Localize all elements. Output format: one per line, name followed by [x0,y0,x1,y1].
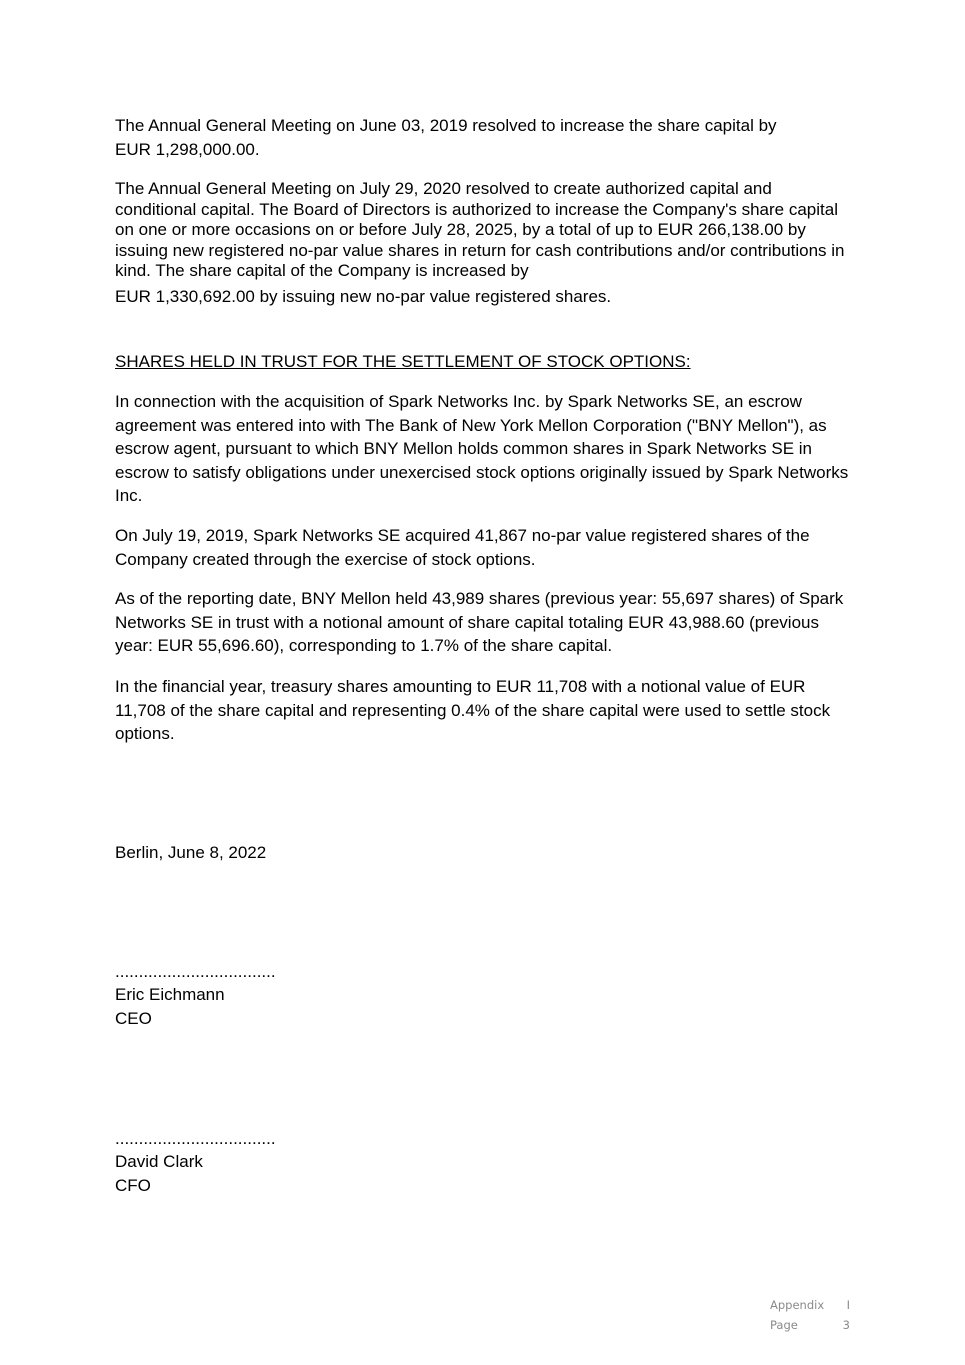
place-date: Berlin, June 8, 2022 [115,843,267,862]
signatory-title: CEO [115,1009,152,1028]
footer-page-label: Page [770,1318,798,1332]
paragraph-agm-2019 [115,114,850,161]
paragraph-escrow: In connection with the acquisition of Spark Networks Inc. by Spark Networks SE, an escrow agreement was entered into with The Bank of New York Mellon Corporation ("BNY Mellon"), as escrow agent, pursuant to which BNY Mellon holds common shares in Spark Networks SE in escrow to satisfy obligations under unexercised stock options originally issued by Spark Networks Inc. [115,392,849,505]
paragraph-agm-2020-continued [115,285,850,309]
paragraph-treasury: In the financial year, treasury shares amounting to EUR 11,708 with a notional value of EUR 11,708 of the share capital and representing 0.4% of the share capital were used to settle stock options. [115,677,831,743]
footer-appendix-label: Appendix [770,1298,825,1312]
signatory-name: David Clark [115,1152,203,1171]
signatory-title: CFO [115,1176,151,1195]
paragraph-agm-2020-text-a: The Annual General Meeting on July 29, 2020 resolved to create authorized capital and conditional capital. The Board of Directors is authorized to increase the Company's share capital on one or more occasions on or before July 28, 2025, by a total of up to EUR 266,138.00 by issuing new registered no-par value shares in return for cash contributions and/or contributions in kind. The share capital of the Company is increased by [115,179,845,280]
signature-dotted-line: .................................. [115,962,276,981]
footer-appendix [770,1298,850,1312]
footer-appendix-value: I [846,1298,850,1312]
paragraph-agm-2020-text-b: EUR 1,330,692.00 by issuing new no-par value registered shares. [115,287,612,306]
signature-dotted-line: .................................. [115,1129,276,1148]
paragraph-agm-2019-line1: The Annual General Meeting on June 03, 2019 resolved to increase the share capital by [115,116,777,135]
paragraph-agm-2020 [115,179,850,282]
paragraph-reporting: As of the reporting date, BNY Mellon held 43,989 shares (previous year: 55,697 shares) of Spark Networks SE in trust with a notional amount of share capital totaling EUR 43,988.60 (previous year: EUR 55,696.60), corresponding to 1.7% of the share capital. [115,589,844,655]
footer-page-number: 3 [842,1318,850,1332]
footer-page [770,1318,850,1332]
paragraph-agm-2019-line2: EUR 1,298,000.00. [115,139,260,159]
section-heading: SHARES HELD IN TRUST FOR THE SETTLEMENT OF STOCK OPTIONS: [115,352,691,371]
paragraph-acquired: On July 19, 2019, Spark Networks SE acquired 41,867 no-par value registered shares of the Company created through the exercise of stock options. [115,526,810,569]
signatory-name: Eric Eichmann [115,985,225,1004]
